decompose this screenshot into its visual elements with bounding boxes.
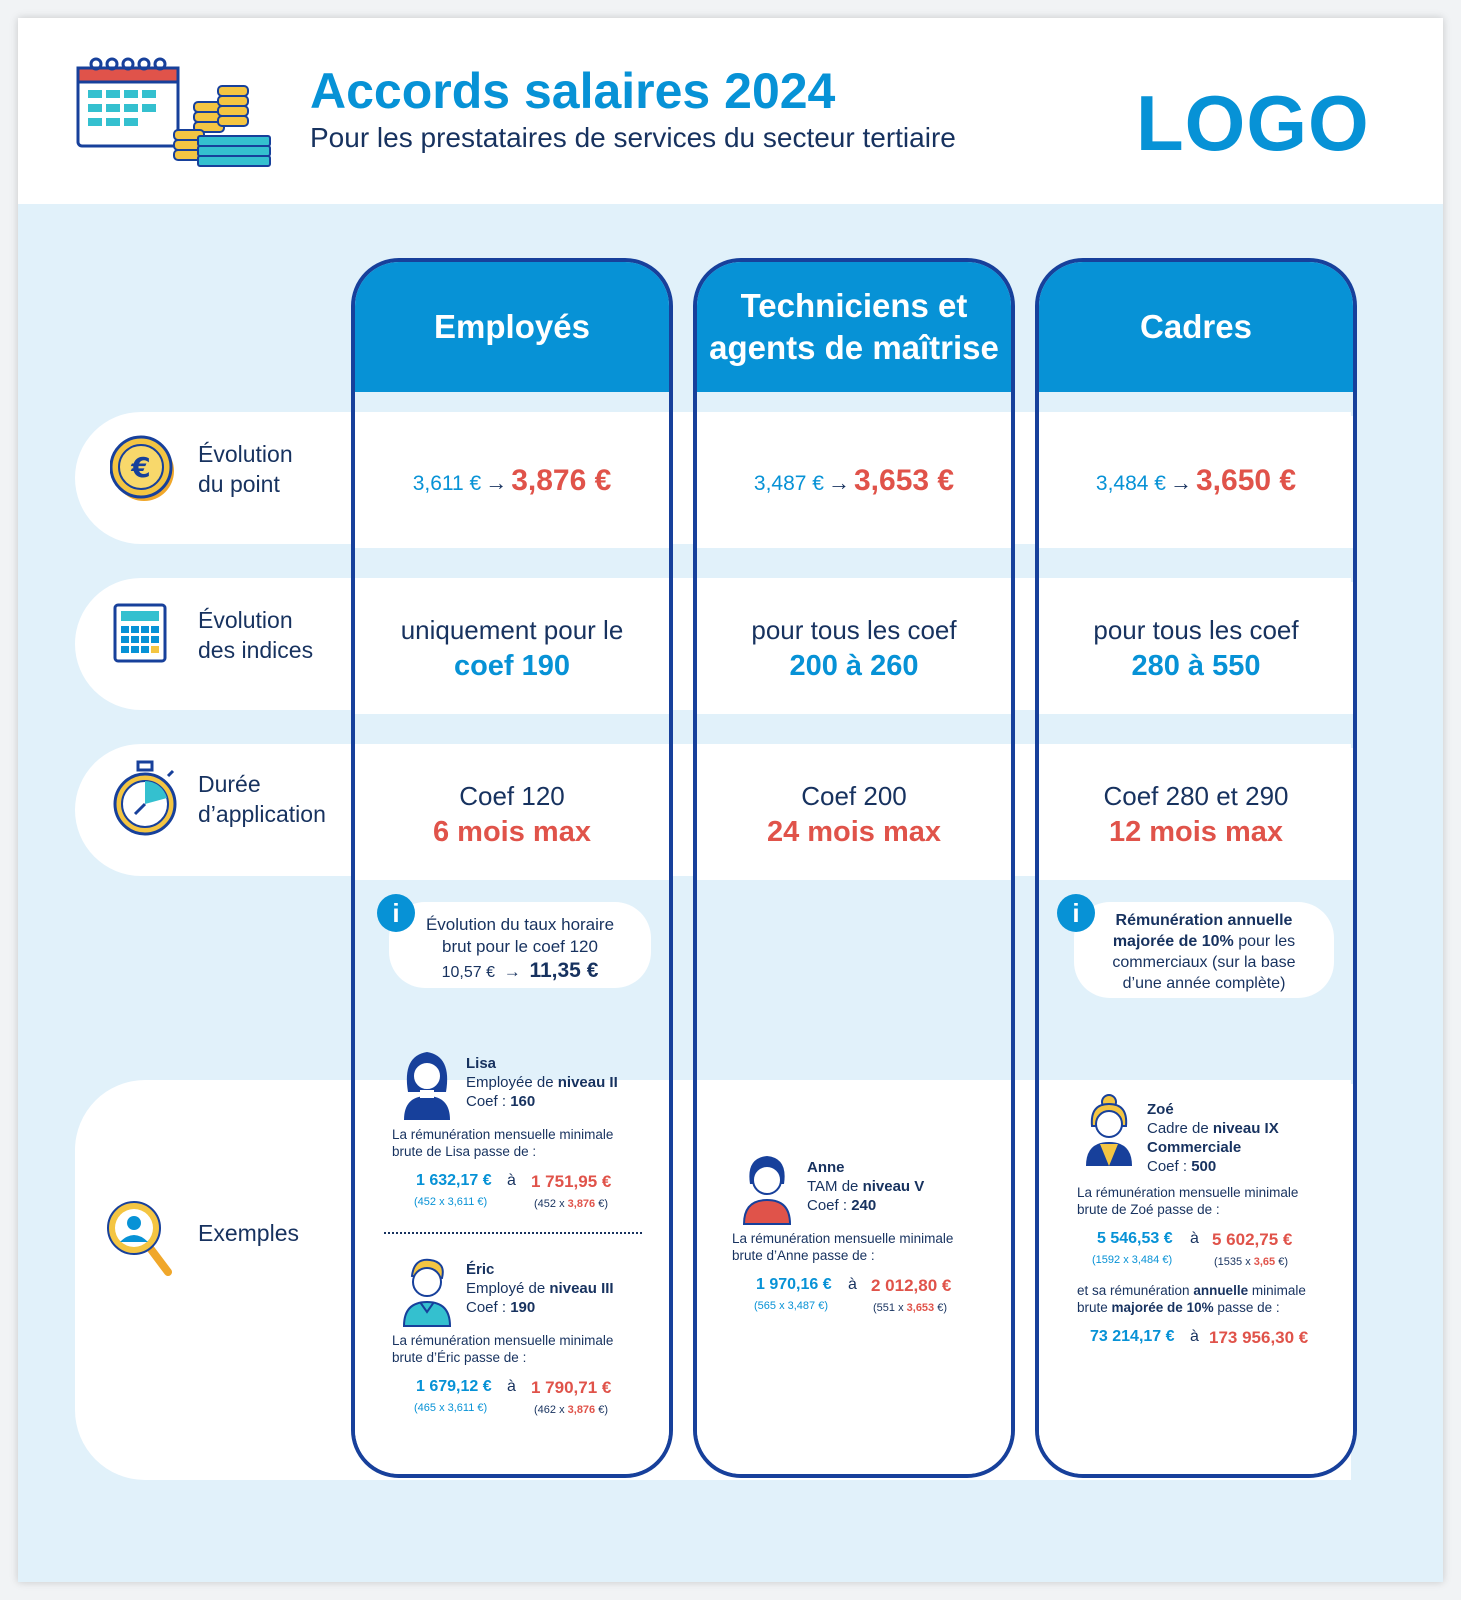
example-anne-desc xyxy=(732,1230,953,1264)
calc-suffix: €) xyxy=(934,1302,948,1314)
page-title: Accords salaires 2024 xyxy=(310,63,836,119)
example-salary-from: 5 546,53 € xyxy=(1097,1230,1173,1247)
info-icon: i xyxy=(1057,894,1095,932)
point-new-value: 3,876 € xyxy=(511,464,612,497)
example-role: Employé de xyxy=(466,1280,550,1297)
duration-value: 12 mois max xyxy=(1108,816,1284,848)
example-level: niveau III xyxy=(549,1280,614,1297)
indices-text: uniquement pour le xyxy=(400,615,624,645)
example-salary-to: 5 602,75 € xyxy=(1212,1230,1293,1249)
info-line1: Évolution du taux horaire xyxy=(425,915,615,934)
avatar-eric xyxy=(400,1252,454,1333)
example-coef: 190 xyxy=(510,1299,536,1316)
point-new-value: 3,653 € xyxy=(853,464,955,497)
row-label-duration xyxy=(198,769,326,829)
annual-e: majorée de 10% xyxy=(1111,1300,1214,1315)
column-title-cadres: Cadres xyxy=(1140,308,1252,345)
calc-prefix: (452 x xyxy=(534,1198,568,1210)
example-a: à xyxy=(507,1378,516,1395)
column-title-techniciens-line1: Techniciens et xyxy=(740,287,968,324)
cell-duration-cadres xyxy=(1039,748,1353,880)
example-role: Employée de xyxy=(466,1074,558,1091)
example-coef: 500 xyxy=(1191,1158,1217,1175)
row-label-duration-line2: d’application xyxy=(198,801,326,827)
example-a: à xyxy=(848,1276,857,1293)
indices-value: coef 190 xyxy=(453,650,571,682)
column-header-cadres xyxy=(1039,262,1353,392)
arrow-icon: → xyxy=(485,470,508,495)
row-label-indices-line1: Évolution xyxy=(198,607,293,633)
example-annual-to: 173 956,30 € xyxy=(1209,1328,1309,1347)
row-label-point xyxy=(198,439,293,499)
example-annual-from: 73 214,17 € xyxy=(1090,1328,1175,1345)
calendar-coins-icon xyxy=(74,50,274,180)
example-lisa-info xyxy=(466,1054,618,1111)
example-level: niveau V xyxy=(862,1178,925,1195)
example-salary-to: 1 790,71 € xyxy=(531,1378,612,1397)
duration-coef: Coef 200 xyxy=(801,781,907,811)
example-name: Éric xyxy=(466,1261,495,1278)
example-desc-line1: La rémunération mensuelle minimale xyxy=(392,1127,614,1142)
header xyxy=(18,18,1443,204)
info-line3: commerciaux (sur la base xyxy=(1112,954,1296,971)
duration-coef: Coef 280 et 290 xyxy=(1103,781,1289,811)
avatar-lisa xyxy=(400,1046,454,1127)
svg-text:€: € xyxy=(131,451,151,484)
column-header-techniciens xyxy=(697,262,1011,392)
magnifier-person-icon xyxy=(104,1198,176,1283)
cell-indices-cadres xyxy=(1039,582,1353,714)
example-role: TAM de xyxy=(807,1178,863,1195)
example-a: à xyxy=(1190,1230,1199,1247)
info-line4: d’une année complète) xyxy=(1122,975,1286,992)
example-desc-line2: brute d’Anne passe de : xyxy=(732,1248,875,1263)
example-level: niveau IX xyxy=(1212,1120,1279,1137)
row-label-point-line2: du point xyxy=(198,471,280,497)
annual-d: brute xyxy=(1077,1300,1112,1315)
calc-prefix: (551 x xyxy=(873,1302,907,1314)
example-desc-line2: brute d’Éric passe de : xyxy=(392,1350,527,1365)
row-label-indices-line2: des indices xyxy=(198,637,314,663)
example-calc-from: (565 x 3,487 €) xyxy=(754,1300,828,1312)
page-subtitle: Pour les prestataires de services du secteur tertiaire xyxy=(310,122,956,153)
avatar-anne xyxy=(740,1150,794,1231)
example-desc-line1: La rémunération mensuelle minimale xyxy=(392,1333,614,1348)
avatar-zoe xyxy=(1082,1092,1136,1173)
info-box-employes xyxy=(389,902,651,988)
info-line1: Rémunération annuelle xyxy=(1115,912,1293,929)
euro-coin-icon xyxy=(110,431,176,510)
calc-prefix: (1535 x xyxy=(1214,1256,1254,1268)
example-desc-line1: La rémunération mensuelle minimale xyxy=(732,1231,954,1246)
row-label-indices xyxy=(198,605,313,665)
example-calc-to xyxy=(1214,1256,1288,1268)
info-rate-old: 10,57 € xyxy=(441,964,495,981)
indices-value: 280 à 550 xyxy=(1131,650,1261,682)
column-techniciens xyxy=(693,258,1015,1478)
divider xyxy=(384,1232,642,1234)
example-eric-desc xyxy=(392,1332,613,1366)
info-line2: brut pour le coef 120 xyxy=(442,937,598,956)
annual-a: et sa rémunération xyxy=(1077,1283,1194,1298)
example-lisa-desc xyxy=(392,1126,613,1160)
calc-point: 3,65 xyxy=(1253,1256,1276,1268)
example-coef-label: Coef : xyxy=(1147,1158,1192,1175)
example-name: Anne xyxy=(807,1159,845,1176)
cell-duration-techniciens xyxy=(697,748,1011,880)
annual-c: minimale xyxy=(1248,1283,1306,1298)
example-eric-info xyxy=(466,1260,614,1317)
cell-indices-techniciens xyxy=(697,582,1011,714)
cell-duration-employes xyxy=(355,748,669,880)
example-calc-from: (1592 x 3,484 €) xyxy=(1092,1254,1173,1266)
example-salary-to: 2 012,80 € xyxy=(871,1276,952,1295)
example-coef: 240 xyxy=(851,1197,877,1214)
example-salary-from: 1 679,12 € xyxy=(416,1378,492,1395)
point-new-value: 3,650 € xyxy=(1195,464,1297,497)
duration-coef: Coef 120 xyxy=(459,781,565,811)
example-coef-label: Coef : xyxy=(466,1093,511,1110)
calc-suffix: €) xyxy=(595,1404,609,1416)
logo: LOGO xyxy=(1136,79,1370,167)
point-old-value: 3,611 € xyxy=(412,472,482,495)
example-calc-to xyxy=(534,1198,608,1210)
info-rate-new: 11,35 € xyxy=(529,959,599,982)
duration-value: 6 mois max xyxy=(433,816,591,848)
example-a: à xyxy=(507,1172,516,1189)
example-role-line2: Commerciale xyxy=(1147,1139,1242,1156)
row-label-examples: Exemples xyxy=(198,1220,299,1246)
example-zoe-info xyxy=(1147,1100,1279,1176)
example-desc-line2: brute de Zoé passe de : xyxy=(1077,1202,1220,1217)
point-old-value: 3,484 € xyxy=(1095,472,1166,495)
calc-point: 3,876 xyxy=(567,1404,596,1416)
example-coef-label: Coef : xyxy=(466,1299,511,1316)
cell-indices-employes xyxy=(355,582,669,714)
example-desc-line2: brute de Lisa passe de : xyxy=(392,1144,537,1159)
calc-suffix: €) xyxy=(595,1198,609,1210)
column-header-employes xyxy=(355,262,669,392)
example-salary-from: 1 970,16 € xyxy=(756,1276,832,1293)
annual-f: passe de : xyxy=(1213,1300,1280,1315)
example-level: niveau II xyxy=(557,1074,618,1091)
stopwatch-icon xyxy=(110,758,180,843)
annual-b: annuelle xyxy=(1193,1283,1249,1298)
example-calc-to xyxy=(873,1302,947,1314)
cell-point-cadres xyxy=(1039,416,1353,548)
calc-prefix: (462 x xyxy=(534,1404,568,1416)
example-calc-from: (452 x 3,611 €) xyxy=(414,1196,488,1208)
info-box-cadres xyxy=(1074,902,1334,998)
cell-point-techniciens xyxy=(697,416,1011,548)
example-calc-to xyxy=(534,1404,608,1416)
info-line2-bold: majorée de 10% xyxy=(1112,933,1234,950)
column-title-techniciens-line2: agents de maîtrise xyxy=(709,329,999,366)
infographic-card xyxy=(18,18,1443,1582)
example-coef-label: Coef : xyxy=(807,1197,852,1214)
indices-text: pour tous les coef xyxy=(751,615,957,645)
arrow-icon: → xyxy=(503,962,521,981)
row-label-point-line1: Évolution xyxy=(198,441,293,467)
example-calc-from: (465 x 3,611 €) xyxy=(414,1402,488,1414)
example-anne-info xyxy=(807,1158,924,1215)
calc-suffix: €) xyxy=(1275,1256,1289,1268)
example-zoe-desc xyxy=(1077,1184,1298,1218)
calc-point: 3,876 xyxy=(567,1198,596,1210)
indices-text: pour tous les coef xyxy=(1093,615,1299,645)
duration-value: 24 mois max xyxy=(766,816,942,848)
example-salary-to: 1 751,95 € xyxy=(531,1172,612,1191)
point-old-value: 3,487 € xyxy=(753,472,824,495)
arrow-icon: → xyxy=(827,470,850,495)
example-desc-line1: La rémunération mensuelle minimale xyxy=(1077,1185,1299,1200)
cell-point-employes xyxy=(355,416,669,548)
example-zoe-annual-desc xyxy=(1077,1282,1306,1316)
row-label-duration-line1: Durée xyxy=(198,771,261,797)
column-title-employes: Employés xyxy=(434,308,590,345)
indices-value: 200 à 260 xyxy=(789,650,919,682)
example-role: Cadre de xyxy=(1147,1120,1213,1137)
example-name: Lisa xyxy=(466,1055,497,1072)
arrow-icon: → xyxy=(1169,470,1192,495)
example-a: à xyxy=(1190,1328,1199,1345)
info-line2-rest: pour les xyxy=(1233,933,1296,950)
calc-point: 3,653 xyxy=(906,1302,935,1314)
info-icon: i xyxy=(377,894,415,932)
calculator-icon xyxy=(112,602,168,669)
example-name: Zoé xyxy=(1147,1101,1174,1118)
example-salary-from: 1 632,17 € xyxy=(416,1172,492,1189)
example-coef: 160 xyxy=(510,1093,536,1110)
